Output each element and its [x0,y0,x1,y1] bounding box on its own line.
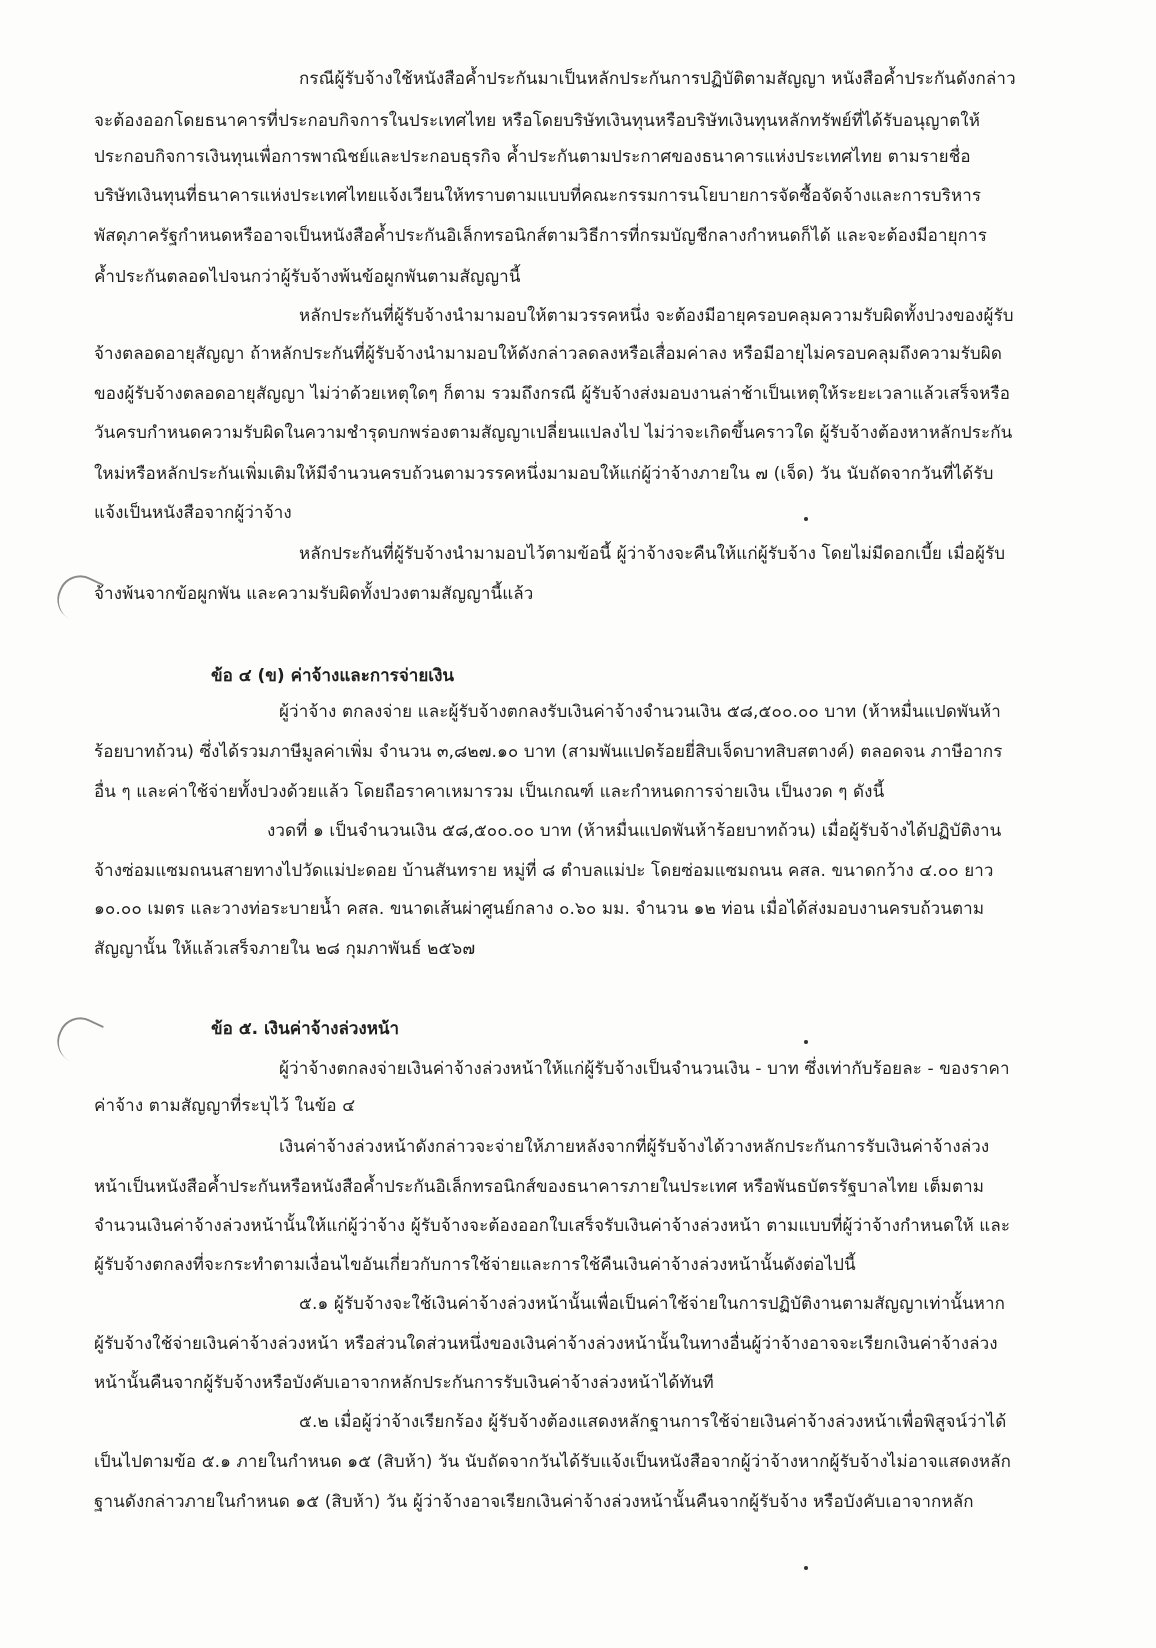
text-line: ๕.๒ เมื่อผู้ว่าจ้างเรียกร้อง ผู้รับจ้างต้องแสดงหลักฐานการใช้จ่ายเงินค่าจ้างล่วงหน้าเพื่อพิสูจน์ว่าได้ [299,1412,1007,1432]
text-line: หลักประกันที่ผู้รับจ้างนำมามอบไว้ตามข้อนี้ ผู้ว่าจ้างจะคืนให้แก่ผู้รับจ้าง โดยไม่มีดอกเบี้ย เมื่อผู้รับ [299,544,1006,564]
text-line: ใหม่หรือหลักประกันเพิ่มเติมให้มีจำนวนครบถ้วนตามวรรคหนึ่งมามอบให้แก่ผู้ว่าจ้างภายใน ๗ (เจ็ด) วัน นับถัดจากวันที่ได้รับ [94,464,994,484]
text-line: จำนวนเงินค่าจ้างล่วงหน้านั้นให้แก่ผู้ว่าจ้าง ผู้รับจ้างจะต้องออกใบเสร็จรับเงินค่าจ้างล่วงหน้า ตามแบบที่ผู้ว่าจ้างกำหนดให้ และ [94,1216,1011,1236]
text-line: เป็นไปตามข้อ ๕.๑ ภายในกำหนด ๑๕ (สิบห้า) วัน นับถัดจากวันได้รับแจ้งเป็นหนังสือจากผู้ว่าจ้างหากผู้รับจ้างไม่อาจแสดงหลัก [94,1452,1012,1472]
text-line: สัญญานั้น ให้แล้วเสร็จภายใน ๒๘ กุมภาพันธ์ ๒๕๖๗ [94,939,476,959]
text-line: ผู้ว่าจ้าง ตกลงจ่าย และผู้รับจ้างตกลงรับเงินค่าจ้างจำนวนเงิน ๕๘,๕๐๐.๐๐ บาท (ห้าหมื่นแปดพันห้า [279,702,1001,722]
text-line: เงินค่าจ้างล่วงหน้าดังกล่าวจะจ่ายให้ภายหลังจากที่ผู้รับจ้างได้วางหลักประกันการรับเงินค่าจ้างล่วง [279,1137,990,1157]
text-line: งวดที่ ๑ เป็นจำนวนเงิน ๕๘,๕๐๐.๐๐ บาท (ห้าหมื่นแปดพันห้าร้อยบาทถ้วน) เมื่อผู้รับจ้างได้ปฏิบัติงาน [267,821,1002,841]
text-line: จ้างพ้นจากข้อผูกพัน และความรับผิดทั้งปวงตามสัญญานี้แล้ว [94,584,534,604]
text-line: จะต้องออกโดยธนาคารที่ประกอบกิจการในประเทศไทย หรือโดยบริษัทเงินทุนหรือบริษัทเงินทุนหลักทรัพย์ที่ได้รับอนุญาตให้ [94,111,981,131]
text-line: หน้าเป็นหนังสือค้ำประกันหรือหนังสือค้ำประกันอิเล็กทรอนิกส์ของธนาคารภายในประเทศ หรือพันธบัตรรัฐบาลไทย เต็มตาม [94,1177,985,1197]
text-line: ฐานดังกล่าวภายในกำหนด ๑๕ (สิบห้า) วัน ผู้ว่าจ้างอาจเรียกเงินค่าจ้างล่วงหน้านั้นคืนจากผู้รับจ้าง หรือบังคับเอาจากหลัก [94,1492,974,1512]
text-line: ค่าจ้าง ตามสัญญาที่ระบุไว้ ในข้อ ๔ [94,1096,356,1116]
text-line: แจ้งเป็นหนังสือจากผู้ว่าจ้าง [94,503,292,523]
text-line: หลักประกันที่ผู้รับจ้างนำมามอบให้ตามวรรคหนึ่ง จะต้องมีอายุครอบคลุมความรับผิดทั้งปวงของผู้รับ [299,306,1014,326]
text-line: พัสดุภาครัฐกำหนดหรืออาจเป็นหนังสือค้ำประกันอิเล็กทรอนิกส์ตามวิธีการที่กรมบัญชีกลางกำหนดก็ได้ และจะต้องมีอายุการ [94,226,987,246]
text-line: จ้างตลอดอายุสัญญา ถ้าหลักประกันที่ผู้รับจ้างนำมามอบให้ดังกล่าวลดลงหรือเสื่อมค่าลง หรือมีอายุไม่ครอบคลุมถึงความรับผิด [94,344,1002,364]
text-line: วันครบกำหนดความรับผิดในความชำรุดบกพร่องตามสัญญาเปลี่ยนแปลงไป ไม่ว่าจะเกิดขึ้นคราวใด ผู้รับจ้างต้องหาหลักประกัน [94,423,1013,443]
section-5-heading: ข้อ ๕. เงินค่าจ้างล่วงหน้า [211,1019,400,1039]
text-line: กรณีผู้รับจ้างใช้หนังสือค้ำประกันมาเป็นหลักประกันการปฏิบัติตามสัญญา หนังสือค้ำประกันดังกล่าว [299,69,1016,89]
text-line: ร้อยบาทถ้วน) ซึ่งได้รวมภาษีมูลค่าเพิ่ม จำนวน ๓,๘๒๗.๑๐ บาท (สามพันแปดร้อยยี่สิบเจ็ดบาทสิบสตางค์) ตลอดจน ภาษีอากร [94,742,1003,762]
text-line: อื่น ๆ และค่าใช้จ่ายทั้งปวงด้วยแล้ว โดยถือราคาเหมารวม เป็นเกณฑ์ และกำหนดการจ่ายเงิน เป็นงวด ๆ ดังนี้ [94,782,885,802]
text-line: ผู้ว่าจ้างตกลงจ่ายเงินค่าจ้างล่วงหน้าให้แก่ผู้รับจ้างเป็นจำนวนเงิน - บาท ซึ่งเท่ากับร้อยละ - ของราคา [279,1059,1010,1079]
text-line: ๑๐.๐๐ เมตร และวางท่อระบายน้ำ คสล. ขนาดเส้นผ่าศูนย์กลาง ๐.๖๐ มม. จำนวน ๑๒ ท่อน เมื่อได้ส่งมอบงานครบถ้วนตาม [94,899,985,919]
speck-mark [804,517,808,521]
section-4-heading: ข้อ ๔ (ข) ค่าจ้างและการจ่ายเงิน [211,666,455,686]
text-line: ค้ำประกันตลอดไปจนกว่าผู้รับจ้างพ้นข้อผูกพันตามสัญญานี้ [94,267,521,287]
text-line: ผู้รับจ้างตกลงที่จะกระทำตามเงื่อนไขอันเกี่ยวกับการใช้จ่ายและการใช้คืนเงินค่าจ้างล่วงหน้านั้นดังต่อไปนี้ [94,1255,856,1275]
text-line: หน้านั้นคืนจากผู้รับจ้างหรือบังคับเอาจากหลักประกันการรับเงินค่าจ้างล่วงหน้าได้ทันที [94,1373,714,1393]
speck-mark [804,1040,808,1044]
speck-mark [804,1566,808,1570]
text-line: จ้างซ่อมแซมถนนสายทางไปวัดแม่ปะดอย บ้านสันทราย หมู่ที่ ๘ ตำบลแม่ปะ โดยซ่อมแซมถนน คสล. ขนาดกว้าง ๔.๐๐ ยาว [94,861,994,881]
text-line: ผู้รับจ้างใช้จ่ายเงินค่าจ้างล่วงหน้า หรือส่วนใดส่วนหนึ่งของเงินค่าจ้างล่วงหน้านั้นในทางอื่นผู้ว่าจ้างอาจจะเรียกเงินค่าจ้างล่วง [94,1334,998,1354]
text-line: บริษัทเงินทุนที่ธนาคารแห่งประเทศไทยแจ้งเวียนให้ทราบตามแบบที่คณะกรรมการนโยบายการจัดซื้อจัดจ้างและการบริหาร [94,186,982,206]
punch-hole-bottom [50,1010,104,1068]
text-line: ประกอบกิจการเงินทุนเพื่อการพาณิชย์และประกอบธุรกิจ ค้ำประกันตามประกาศของธนาคารแห่งประเทศไทย ตามรายชื่อ [94,147,971,167]
text-line: ๕.๑ ผู้รับจ้างจะใช้เงินค่าจ้างล่วงหน้านั้นเพื่อเป็นค่าใช้จ่ายในการปฏิบัติงานตามสัญญาเท่านั้นหาก [299,1294,1006,1314]
text-line: ของผู้รับจ้างตลอดอายุสัญญา ไม่ว่าด้วยเหตุใดๆ ก็ตาม รวมถึงกรณี ผู้รับจ้างส่งมอบงานล่าช้าเป็นเหตุให้ระยะเวลาแล้วเสร็จหรือ [94,384,1011,404]
